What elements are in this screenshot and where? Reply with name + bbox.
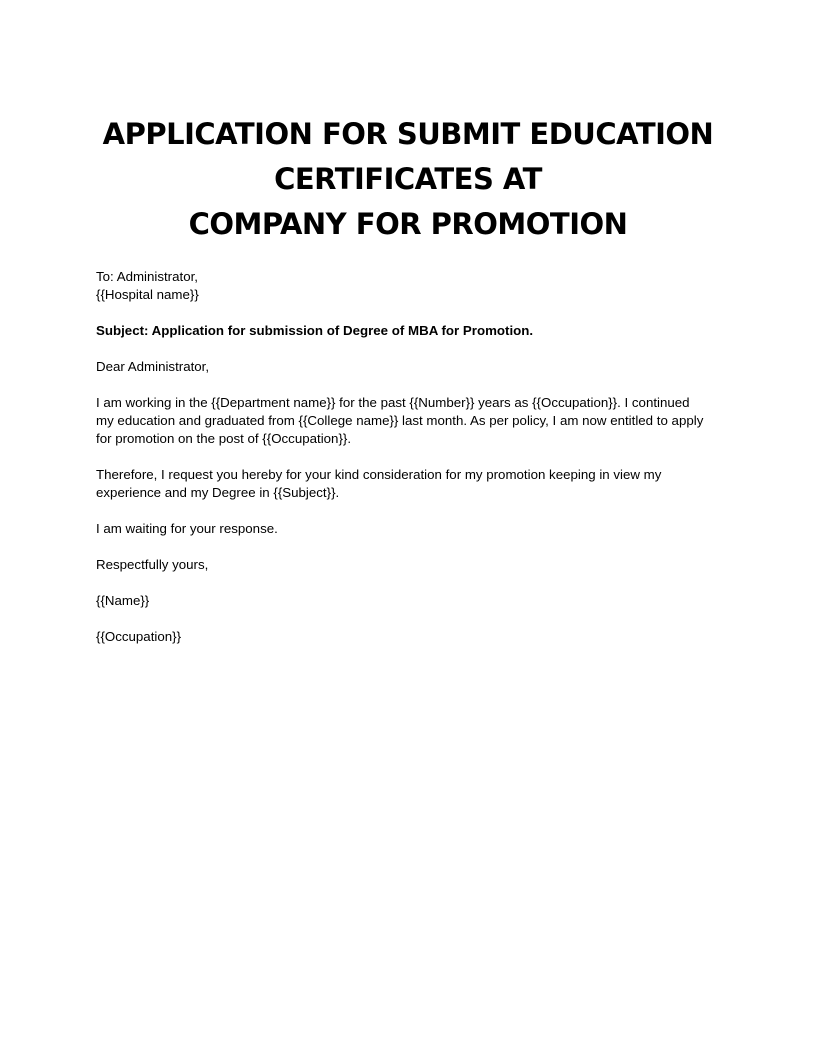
paragraph-2-line-2: experience and my Degree in {{Subject}}. [96, 485, 340, 500]
title-line-1: APPLICATION FOR SUBMIT EDUCATION [102, 117, 714, 151]
salutation: Dear Administrator, [96, 359, 210, 374]
title-line-2: CERTIFICATES AT [274, 162, 542, 196]
signature-name: {{Name}} [96, 593, 150, 608]
recipient-hospital: {{Hospital name}} [96, 287, 199, 302]
paragraph-2-line-1: Therefore, I request you hereby for your kind consideration for my promotion keeping in view my [96, 467, 662, 482]
closing-line: Respectfully yours, [96, 557, 209, 572]
signature-occupation: {{Occupation}} [96, 629, 182, 644]
subject-line: Subject: Application for submission of Degree of MBA for Promotion. [96, 323, 534, 338]
title-line-3: COMPANY FOR PROMOTION [188, 207, 628, 241]
paragraph-1 [96, 394, 720, 448]
paragraph-1-line-2: my education and graduated from {{College name}} last month. As per policy, I am now entitled to apply [96, 413, 704, 428]
recipient-block [96, 268, 720, 304]
document-title [96, 112, 720, 247]
paragraph-2 [96, 466, 720, 502]
letter-body [96, 268, 720, 664]
paragraph-1-line-3: for promotion on the post of {{Occupation}}. [96, 431, 352, 446]
waiting-line: I am waiting for your response. [96, 521, 278, 536]
paragraph-1-line-1: I am working in the {{Department name}} for the past {{Number}} years as {{Occupation}}. I continued [96, 395, 690, 410]
recipient-to: To: Administrator, [96, 269, 198, 284]
